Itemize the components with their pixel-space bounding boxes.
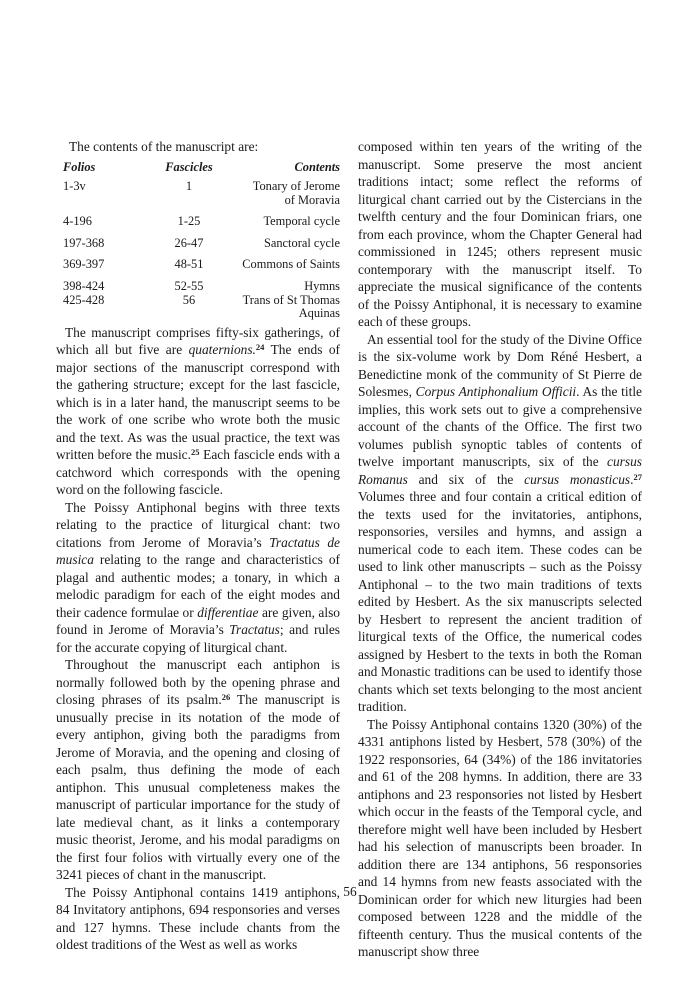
italic-term: cursus monasticus [524,471,631,487]
footnote-marker: 24 [255,342,265,353]
table-row [56,207,340,229]
paragraph-text: An essential tool for the study of the Divine Office is the six-volume work by Dom Réné Hesbert, a Benedictine monk of the community of St Pierre de Solesmes, [358,331,642,399]
paragraph-text: and six of the [407,471,525,487]
cell-folios: 1-3v [63,179,86,193]
paragraph-text: The ends of major sections of the manuscript correspond with the gathering structure; except for the last fascicle, which is in a later hand, the manuscript seems to be the work of one scribe who wrote both the music and the text. As was the usual practice, the text was written before the music. [56,342,340,463]
cell-contents: Commons of Saints [242,257,340,272]
paragraph-text: are given, also found in Jerome of Moravia’s [56,604,340,638]
paragraph-text: . As the title implies, this work sets out to give a comprehensive account of the chants of the Office. The first two volumes publish synoptic tables of contents of twelve important manuscripts, six of the [358,384,642,469]
cell-contents-text: Tonary of Jerome of Moravia [252,179,340,207]
cell-fascicles: 26-47 [174,235,204,250]
italic-title: Tractatus de musica [56,534,340,568]
footnote-marker: 26 [221,692,231,703]
paragraph-text: . [630,471,634,487]
cell-contents: Sanctoral cycle [263,235,340,250]
cell-contents-text: Trans of St Thomas Aquinas [242,292,340,321]
cell-fascicles: 1 [185,179,193,193]
header-folios: Folios [63,160,96,174]
right-column [358,138,642,961]
paragraph-texts [56,499,340,657]
table-row [56,272,340,294]
cell-folios: 4-196 [63,214,92,229]
cell-fascicles: 1-25 [177,214,201,229]
paragraph-text: Throughout the manuscript each antiphon is normally followed both by the opening phrase and closing phrases of its psalm. [56,657,340,708]
left-column [56,138,340,954]
italic-title: Tractatus [229,622,280,638]
footnote-marker: 27 [633,471,642,482]
table-header-row [56,160,340,180]
header-fascicles: Fascicles [165,160,213,174]
header-contents: Contents [294,160,340,174]
cell-contents [229,294,340,321]
italic-title: Corpus Antiphonalium Officii [415,384,577,399]
cell-fascicles: 52-55 [174,278,204,293]
paragraph-text: The manuscript comprises fifty-six gatherings, of which all but five are [56,324,340,358]
paragraph-hesbert [358,331,642,716]
contents-table [56,160,340,321]
paragraph-contents-count: The Poissy Antiphonal contains 1419 antiphons, 84 Invitatory antiphons, 694 responsories and verses and 127 hymns. These include chants from the oldest traditions of the West as well as works [56,884,340,953]
table-row [56,180,340,207]
cell-fascicles: 48-51 [174,257,204,272]
table-row [56,294,340,321]
table-row [56,229,340,251]
cell-folios: 369-397 [63,257,105,272]
paragraph-antiphon-modes [56,656,340,884]
italic-term: differentiae [197,604,259,620]
paragraph-gatherings [56,324,340,499]
italic-term: quaternions. [188,342,256,358]
cell-contents: Temporal cycle [263,214,340,229]
cell-folios: 425-428 [63,292,105,307]
paragraph-text: ; and rules for the accurate copying of liturgical chant. [56,622,340,655]
cell-contents: Hymns [304,278,340,293]
page-number: 56 [343,884,357,899]
footnote-marker: 25 [190,447,200,458]
cell-folios: 398-424 [63,278,105,293]
paragraph-text: The manuscript is unusually precise in its notation of the mode of every antiphon, giving both the paradigms from Jerome of Moravia, and the opening and closing of each psalm, thus defining the mode of each antiphon. This unusual completeness makes the manuscript of particular importance for the study of late medieval chant, as it links a contemporary music theorist, Jerome, and his modal paradigms on the first four folios with virtually every one of the 3241 pieces of chant in the manuscript. [56,692,340,883]
table-row [56,250,340,272]
table-intro: The contents of the manuscript are: [69,139,259,154]
paragraph-statistics: The Poissy Antiphonal contains 1320 (30%) of the 4331 antiphons listed by Hesbert, 578 (30%) of the 1922 responsories, 64 (34%) of the 186 invitatories and 61 of the 208 hymns. In addition, there are 33 antiphons and 23 responsories not listed by Hesbert which occur in the feasts of the Temporal cycle, and therefore might well have been included by Hesbert had his selection of manuscripts been broader. In addition there are 134 antiphons, 56 responsories and 14 hymns from new feasts associated with the Dominican order for which new liturgies had been composed between 1228 and the middle of the fifteenth century. Thus the musical contents of the manuscript show three [358,716,642,959]
paragraph-text: Each fascicle ends with a catchword which corresponds with the opening word on the following fascicle. [56,447,340,498]
cell-contents [229,180,340,207]
paragraph-text: relating to the range and characteristics of plagal and authentic modes; a tonary, in which a melodic paradigm for each of the eight modes and their cadence formulae or [56,552,340,620]
italic-term: cursus Romanus [358,454,642,487]
cell-folios: 197-368 [63,235,105,250]
paragraph-continued: composed within ten years of the writing of the manuscript. Some preserve the most ancient traditions intact; some reflect the reforms of liturgical chant carried out by the Cistercians in the twelfth century and the four Dominican friars, one from each province, whom the Chapter General had commissioned in 1245; others represent music contemporary with the manuscript itself. To appreciate the musical significance of the contents of the Poissy Antiphonal, it is necessary to examine each of these groups. [358,139,642,329]
paragraph-text: Volumes three and four contain a critical edition of the texts used for the invitatories, antiphons, responsories, versiles and hymns, and assign a numerical code to each item. These codes can be used to link other manuscripts – such as the Poissy Antiphonal – to the two main traditions of texts edited by Hesbert. As the six manuscripts selected by Hesbert to represent the ancient tradition of liturgical texts of the Office, the numerical codes assigned by Hesbert to the texts in both the Roman and Monastic traditions can be used to identify those chants which set texts belonging to the most ancient tradition. [358,489,642,714]
cell-fascicles: 56 [182,292,196,307]
paragraph-text: The Poissy Antiphonal begins with three texts relating to the practice of liturgical chant: two citations from Jerome of Moravia’s [56,499,340,550]
